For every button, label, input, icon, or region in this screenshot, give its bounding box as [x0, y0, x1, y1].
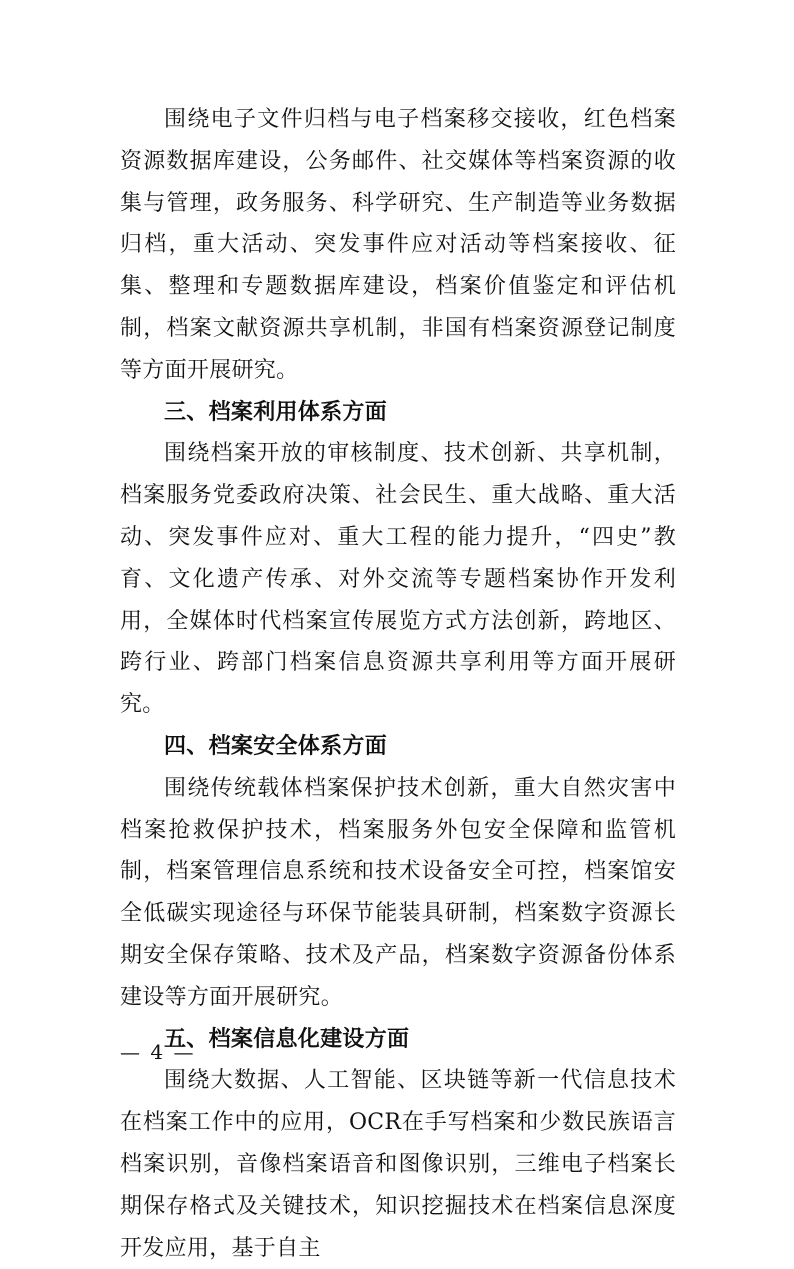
section-heading-utilization: 三、档案利用体系方面: [164, 399, 388, 425]
section-heading-informatization: 五、档案信息化建设方面: [164, 1026, 410, 1052]
paragraph-archive-resources: 围绕电子文件归档与电子档案移交接收，红色档案资源数据库建设，公务邮件、社交媒体等档案资源的收集与管理，政务服务、科学研究、生产制造等业务数据归档，重大活动、突发事件应对活动等档案接收、征集、整理和专题数据库建设，档案价值鉴定和评估机制，档案文献资源共享机制，非国有档案资源登记制度等方面开展研究。: [120, 107, 676, 383]
page-number: — 4 —: [120, 1040, 196, 1064]
paragraph-utilization: 围绕档案开放的审核制度、技术创新、共享机制，档案服务党委政府决策、社会民生、重大战略、重大活动、突发事件应对、重大工程的能力提升，“四史”教育、文化遗产传承、对外交流等专题档案协作开发利用，全媒体时代档案宣传展览方式方法创新，跨地区、跨行业、跨部门档案信息资源共享利用等方面开展研究。: [120, 441, 676, 718]
paragraph-security: 围绕传统载体档案保护技术创新，重大自然灾害中档案抢救保护技术，档案服务外包安全保障和监管机制，档案管理信息系统和技术设备安全可控，档案馆安全低碳实现途径与环保节能装具研制，档案数字资源长期安全保存策略、技术及产品，档案数字资源备份体系建设等方面开展研究。: [120, 775, 676, 1010]
paragraph-informatization: 围绕大数据、人工智能、区块链等新一代信息技术在档案工作中的应用，OCR在手写档案和少数民族语言档案识别，音像档案语音和图像识别，三维电子档案长期保存格式及关键技术，知识挖掘技术在档案信息深度开发应用，基于自主: [120, 1068, 676, 1261]
document-body: [120, 99, 676, 1269]
section-heading-security: 四、档案安全体系方面: [164, 733, 388, 759]
